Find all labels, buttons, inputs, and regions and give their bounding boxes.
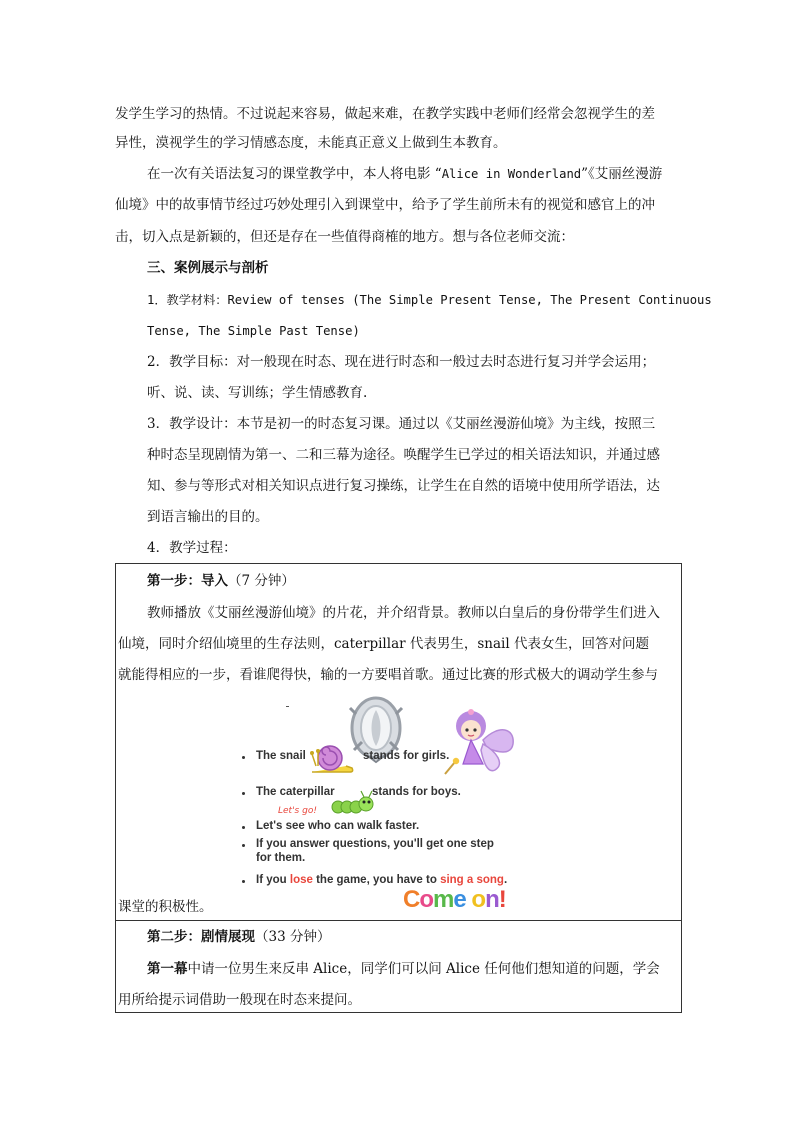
- step-1-heading: [147, 571, 295, 591]
- paragraph-1-line-1: 发学生学习的热情。不过说起来容易，做起来难，在教学实践中老师们经常会忽视学生的差: [115, 106, 655, 122]
- rule-snail-b: stands for girls.: [363, 750, 450, 762]
- come-on-letter: !: [498, 886, 506, 913]
- come-on-letter: o: [471, 886, 486, 913]
- step-1-line-2: 仙境，同时介绍仙境里的生存法则，caterpillar 代表男生，snail 代表女生，回答对问题: [118, 636, 649, 652]
- paragraph-2-line-1: [147, 164, 662, 184]
- item-4: 4．教学过程：: [147, 540, 237, 556]
- teaching-process-table: [115, 563, 682, 1013]
- movie-title: Alice in Wonderland: [441, 167, 582, 181]
- rule-answer-questions-line2: for them.: [256, 852, 306, 864]
- caterpillar-icon: [276, 789, 376, 817]
- paragraph-2-text-a: 在一次有关语法复习的课堂教学中，本人将电影 “: [147, 166, 442, 182]
- step-1-title: 第一步：导入: [147, 573, 228, 589]
- paragraph-2-line-3: 击，切入点是新颖的，但还是存在一些值得商榷的地方。想与各位老师交流：: [115, 229, 574, 245]
- item-2-line-1: 2．教学目标：对一般现在时态、现在进行时态和一般过去时态进行复习并学会运用；: [147, 354, 656, 370]
- come-on-letter: n: [485, 886, 499, 913]
- rule-snail-a: The snail: [256, 750, 306, 762]
- item-1-line-2: Tense, The Simple Past Tense): [147, 324, 360, 338]
- come-on-letter: C: [403, 886, 420, 913]
- fairy-icon: [441, 704, 521, 776]
- rule-lose-game-text: [256, 874, 507, 886]
- rule-lose-c: .: [503, 874, 508, 886]
- paragraph-1-line-2: 异性，漠视学生的学习情感态度，未能真正意义上做到生本教育。: [115, 135, 507, 151]
- bullet-dot: [242, 826, 245, 829]
- svg-text:Let's go!: Let's go!: [278, 806, 317, 816]
- section-heading: 三、案例展示与剖析: [147, 260, 269, 276]
- snail-icon: [310, 740, 356, 776]
- paragraph-2-line-2: 仙境》中的故事情节经过巧妙处理引入到课堂中，给予了学生前所未有的视觉和感官上的冲: [115, 197, 655, 213]
- speck-mark: [286, 706, 289, 707]
- act-1-label: 第一幕: [147, 961, 188, 977]
- rule-lose-a: If you: [256, 874, 290, 886]
- item-1-line-1: 1．教学材料：Review of tenses (The Simple Present Tense, The Present Continuous: [147, 293, 712, 307]
- bullet-dot: [242, 844, 245, 847]
- item-3-line-4: 到语言输出的目的。: [147, 509, 269, 525]
- come-on-banner: [403, 886, 506, 914]
- step-1-duration: （7 分钟）: [228, 573, 295, 589]
- rule-caterpillar-b: stands for boys.: [372, 786, 461, 798]
- step-2-duration: （33 分钟）: [255, 929, 331, 945]
- rule-answer-questions-line1: If you answer questions, you'll get one step: [256, 838, 494, 850]
- item-3-line-3: 知、参与等形式对相关知识点进行复习操练，让学生在自然的语境中使用所学语法，达: [147, 478, 660, 494]
- rule-lose-word: lose: [289, 874, 313, 886]
- bullet-dot: [242, 756, 245, 759]
- step-1-line-1: 教师播放《艾丽丝漫游仙境》的片花，并介绍背景。教师以白皇后的身份带学生们进入: [147, 605, 660, 621]
- step-1-line-3: 就能得相应的一步，看谁爬得快，输的一方要唱首歌。通过比赛的形式极大的调动学生参与: [118, 667, 658, 683]
- rule-walk-faster-text: Let's see who can walk faster.: [256, 820, 420, 832]
- bullet-dot: [242, 792, 245, 795]
- come-on-letter: e: [453, 886, 466, 913]
- paragraph-2-text-b: ”《艾丽丝漫游: [581, 166, 663, 182]
- step-2-line-2: 用所给提示词借助一般现在时态来提问。: [118, 992, 361, 1008]
- step-2-heading: [147, 927, 330, 947]
- rule-caterpillar-a: The caterpillar: [256, 786, 335, 798]
- item-2-line-2: 听、说、读、写训练；学生情感教育.: [147, 385, 368, 401]
- rule-sing-a-song: sing a song: [440, 874, 504, 886]
- table-row-divider: [116, 920, 681, 921]
- come-on-letter: m: [433, 886, 454, 913]
- step-2-line-1: [147, 959, 660, 979]
- step-2-line-1-rest: 中请一位男生来反串 Alice，同学们可以问 Alice 任何他们想知道的问题，学会: [187, 961, 660, 977]
- game-rules-slide: [236, 634, 546, 864]
- item-3-line-2: 种时态呈现剧情为第一、二和三幕为途径。唤醒学生已学过的相关语法知识，并通过感: [147, 447, 660, 463]
- rule-lose-b: the game, you have to: [312, 874, 441, 886]
- come-on-letter: o: [419, 886, 434, 913]
- step-1-line-4: 课堂的积极性。: [118, 899, 213, 915]
- bullet-dot: [242, 880, 245, 883]
- item-3-line-1: 3．教学设计：本节是初一的时态复习课。通过以《艾丽丝漫游仙境》为主线，按照三: [147, 416, 656, 432]
- step-2-title: 第二步：剧情展现: [147, 929, 255, 945]
